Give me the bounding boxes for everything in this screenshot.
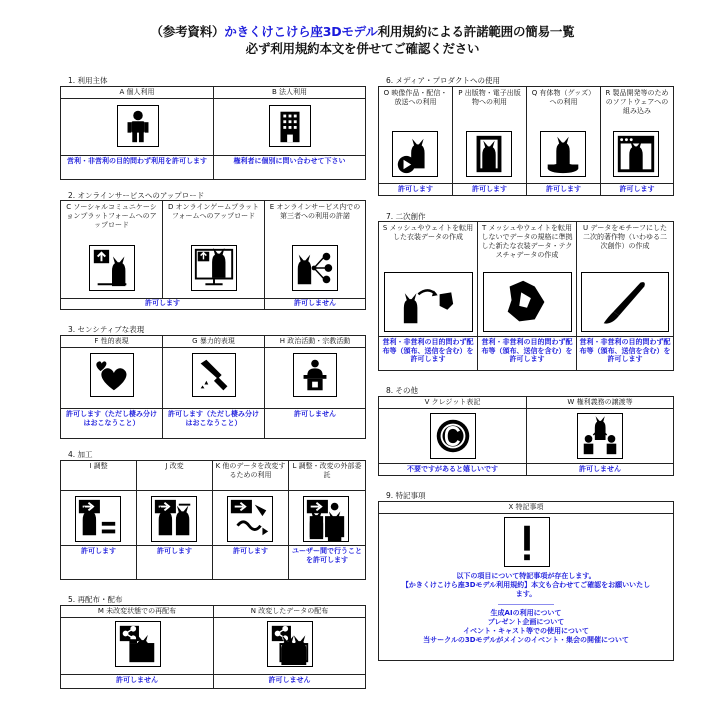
special-note-separator: ―――――――― [498, 600, 554, 608]
redistribute-icon [115, 621, 161, 667]
item-m-permission: 許可しません [61, 674, 213, 688]
section-7-box [378, 221, 674, 371]
item-t-permission: 営利・非営利の目的問わず配布等（頒布、送信を含む）を許可します [478, 336, 576, 370]
section-8-title: 8. その他 [386, 386, 419, 395]
item-e-label: E オンラインサービス内での第三者への利用の許諾 [269, 203, 361, 220]
section-1-box [60, 86, 366, 180]
item-i [61, 461, 137, 579]
software-icon [613, 131, 659, 177]
section-4-title: 4. 加工 [68, 450, 93, 459]
exclamation-icon [504, 517, 550, 567]
item-k-label: K 他のデータを改変するための利用 [213, 461, 288, 491]
podium-icon [293, 353, 337, 397]
item-t-label: T メッシュやウェイトを転用しないでデータの規格に準拠した新たな衣装データ・テクスチャデータの作成 [481, 224, 573, 259]
item-p [453, 87, 527, 195]
section-5-box [60, 605, 366, 689]
item-n-label: N 改変したデータの配布 [214, 606, 365, 618]
item-f-label: F 性的表現 [61, 336, 162, 348]
special-note-intro: 以下の項目について特記事項が存在します。 [456, 572, 596, 580]
item-cd-permission: 許可します [61, 298, 265, 310]
item-o [379, 87, 453, 195]
section-9-box [378, 501, 674, 661]
item-l-permission: ユーザー間で行うことを許可します [289, 545, 365, 579]
new-costume-icon [483, 272, 572, 332]
item-j-permission: 許可します [137, 545, 212, 579]
knife-icon [192, 353, 236, 397]
item-d [163, 201, 265, 298]
item-s [379, 222, 478, 370]
modify-icon [151, 496, 197, 542]
item-u-label: U データをモチーフにした二次的著作物（いわゆる二次創作）の作成 [583, 224, 667, 250]
item-j [137, 461, 213, 579]
brush-icon [581, 272, 669, 332]
item-p-permission: 許可します [453, 183, 526, 195]
item-h [265, 336, 365, 438]
item-t [478, 222, 577, 370]
title-brand: かきくけこけら座3Dモデル [224, 24, 378, 39]
item-v [379, 397, 527, 475]
item-k [213, 461, 289, 579]
section-3-title: 3. センシティブな表現 [68, 325, 145, 334]
item-r-label: R 製品開発等のためのソフトウェアへの組み込み [605, 89, 669, 115]
transfer-icon [577, 413, 623, 459]
special-note-item-1: 生成AIの利用について [490, 609, 562, 617]
item-g [163, 336, 265, 438]
adjust-icon [75, 496, 121, 542]
distribute-modified-icon [267, 621, 313, 667]
item-i-permission: 許可します [61, 545, 136, 579]
item-g-label: G 暴力的表現 [163, 336, 264, 348]
item-e [265, 201, 365, 298]
special-note-confirm: 【かきくけこけら座3Dモデル利用規約】本文も合わせてご確認をお願いいたします。 [401, 581, 651, 598]
item-l-label: L 調整・改変の外部委託 [289, 461, 365, 491]
section-7-title: 7. 二次創作 [386, 212, 426, 221]
item-r-permission: 許可します [601, 183, 673, 195]
item-h-label: H 政治活動・宗教活動 [265, 336, 365, 348]
section-1-title: 1. 利用主体 [68, 76, 108, 85]
section-2-box [60, 200, 366, 310]
item-j-label: J 改変 [137, 461, 212, 491]
special-note-item-4: 当サークルの3Dモデルがメインのイベント・集会の開催について [423, 636, 629, 644]
item-b-label: B 法人利用 [214, 87, 365, 99]
item-w-permission: 許可しません [527, 463, 673, 475]
item-k-permission: 許可します [213, 545, 288, 579]
item-c [61, 201, 163, 298]
section-4-box [60, 460, 366, 580]
item-b [214, 87, 365, 179]
building-icon [269, 105, 311, 147]
page-subtitle: 必ず利用規約本文を併せてご確認ください [245, 41, 480, 56]
item-q-label: Q 有体物（グッズ）への利用 [531, 89, 596, 106]
item-b-permission: 権利者に個別に問い合わせて下さい [214, 155, 365, 179]
item-n [214, 606, 365, 688]
video-icon [392, 131, 438, 177]
item-o-label: O 映像作品・配信・放送への利用 [383, 89, 448, 106]
social-upload-icon [89, 245, 135, 291]
special-note-item-3: イベント・キャスト等での使用について [463, 627, 589, 635]
mesh-transfer-icon [384, 272, 473, 332]
copyright-icon [430, 413, 476, 459]
item-m [61, 606, 214, 688]
title-suffix: 利用規約による許諾範囲の簡易一覧 [377, 24, 575, 39]
figure-icon [540, 131, 586, 177]
item-u [577, 222, 673, 370]
section-6-title: 6. メディア・プロダクトへの使用 [386, 76, 500, 85]
item-m-label: M 未改変状態での再配布 [61, 606, 213, 618]
item-c-label: C ソーシャルコミュニケーションプラットフォームへのアップロード [66, 203, 157, 229]
section-9-title: 9. 特記事項 [386, 491, 426, 500]
item-o-permission: 許可します [379, 183, 452, 195]
item-s-label: S メッシュやウェイトを転用した衣装データの作成 [382, 224, 474, 241]
page-title [0, 22, 725, 40]
item-q [527, 87, 601, 195]
item-s-permission: 営利・非営利の目的問わず配布等（頒布、送信を含む）を許可します [379, 336, 477, 370]
item-v-label: V クレジット表記 [379, 397, 526, 409]
section-5-title: 5. 再配布・配布 [68, 595, 123, 604]
game-upload-icon [191, 245, 237, 291]
section-3-box [60, 335, 366, 439]
item-n-permission: 許可しません [214, 674, 365, 688]
item-p-label: P 出版物・電子出版物への利用 [458, 89, 521, 106]
item-d-label: D オンラインゲームプラットフォームへのアップロード [167, 203, 260, 220]
item-w [527, 397, 673, 475]
special-note-item-2: プレゼント企画について [487, 618, 565, 626]
share-third-party-icon [292, 245, 338, 291]
item-f [61, 336, 163, 438]
title-prefix: （参考資料） [150, 24, 225, 39]
item-a-label: A 個人利用 [61, 87, 213, 99]
item-f-permission: 許可します（ただし棲み分けはおこなうこと） [61, 408, 162, 438]
outsource-icon [303, 496, 349, 542]
section-8-box [378, 396, 674, 476]
heart-icon [90, 353, 134, 397]
item-g-permission: 許可します（ただし棲み分けはおこなうこと） [163, 408, 264, 438]
item-x-label: X 特記事項 [379, 502, 673, 514]
item-h-permission: 許可しません [265, 408, 365, 438]
person-icon [117, 105, 159, 147]
item-l [289, 461, 365, 579]
item-w-label: W 権利義務の譲渡等 [527, 397, 673, 409]
item-v-permission: 不要ですがあると嬉しいです [379, 463, 526, 475]
item-a-permission: 営利・非営利の目的問わず利用を許可します [61, 155, 213, 179]
item-a [61, 87, 214, 179]
section-2-title: 2. オンラインサービスへのアップロード [68, 191, 205, 200]
item-r [601, 87, 673, 195]
item-u-permission: 営利・非営利の目的問わず配布等（頒布、送信を含む）を許可します [577, 336, 673, 370]
parts-icon [227, 496, 273, 542]
item-q-permission: 許可します [527, 183, 600, 195]
item-i-label: I 調整 [61, 461, 136, 491]
section-6-box [378, 86, 674, 196]
item-e-permission: 許可しません [265, 298, 365, 310]
book-icon [466, 131, 512, 177]
